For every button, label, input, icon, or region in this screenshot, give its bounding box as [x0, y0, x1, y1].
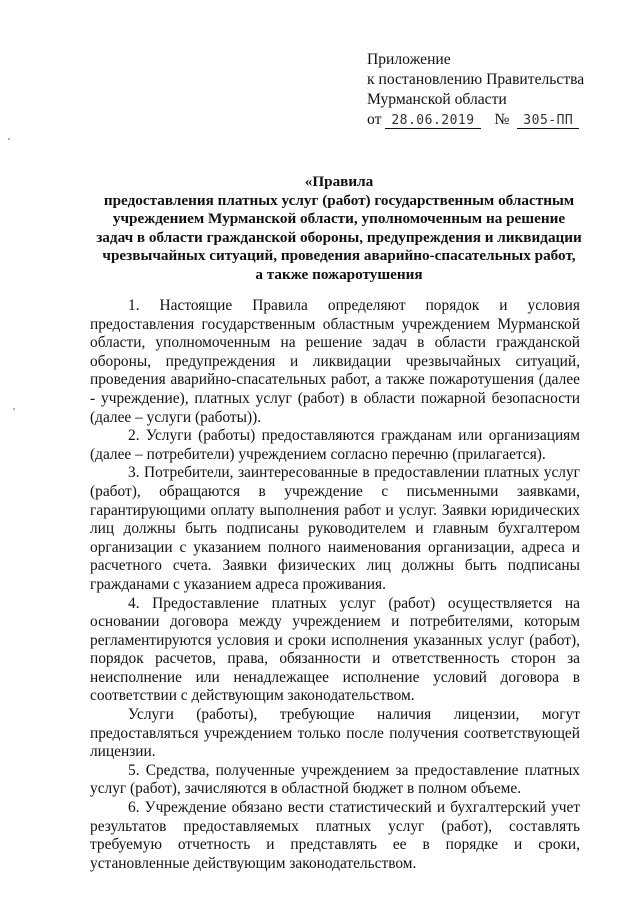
appendix-line-3: Мурманской области — [367, 91, 507, 108]
title-line-1: «Правила — [304, 173, 374, 190]
paragraph-3: 3. Потребители, заинтересованные в предоставлении платных услуг (работ), обращаются в учреждение с письменными заявками, гарантирующими оплату выполнения работ и услуг. Заявки юридических лиц должны быть подписаны руководителем и главным бухгалтером организации с указанием полного наименования организации, адреса и расчетного счета. Заявки физических лиц должны быть подписаны гражданами с указанием адреса проживания. — [90, 464, 580, 593]
title-line-2: предоставления платных услуг (работ) государственным областным — [103, 191, 575, 209]
paragraph-1: 1. Настоящие Правила определяют порядок и условия предоставления государственным областным учреждением Мурманской области, уполномоченным на решение задач в области гражданской обороны, предупреждения и ликвидации чрезвычайных ситуаций, проведения аварийно-спасательных работ, а также пожаротушения (далее - учреждение), платных услуг (работ) в области пожарной безопасности (далее – услуги (работы)). — [90, 297, 580, 426]
paragraph-4-license: Услуги (работы), требующие наличия лицензии, могут предоставляться учреждением только после получения соответствующей лицензии. — [90, 706, 580, 761]
scan-speck — [8, 138, 10, 140]
from-label: от — [367, 111, 382, 128]
title-line-5: чрезвычайных ситуаций, проведения аварийно-спасательных работ, — [102, 247, 576, 265]
document-title — [84, 173, 594, 285]
paragraph-2: 2. Услуги (работы) предоставляются гражданам или организациям (далее – потребители) учреждением согласно перечню (прилагается). — [90, 427, 580, 463]
resolution-date: 28.06.2019 — [385, 113, 480, 129]
title-line-3: учреждением Мурманской области, уполномоченным на решение — [112, 210, 566, 228]
appendix-line-2: к постановлению Правительства — [367, 71, 585, 88]
document-body — [90, 297, 580, 873]
title-line-6: а также пожаротушения — [255, 265, 423, 283]
title-line-4: задач в области гражданской обороны, предупреждения и ликвидации — [96, 228, 582, 246]
paragraph-6: 6. Учреждение обязано вести статистический и бухгалтерский учет результатов предоставляемых платных услуг (работ), составлять требуемую отчетность и представлять ее в порядке и сроки, установленные действующим законодательством. — [90, 799, 580, 872]
appendix-line-1: Приложение — [367, 51, 451, 68]
number-sign: № — [494, 111, 510, 128]
scan-speck — [13, 408, 15, 410]
paragraph-5: 5. Средства, полученные учреждением за предоставление платных услуг (работ), зачисляются в областной бюджет в полном объеме. — [90, 761, 580, 798]
paragraph-4: 4. Предоставление платных услуг (работ) осуществляется на основании договора между учреждением и потребителями, которым регламентируются условия и сроки исполнения указанных услуг (работ), порядок расчетов, права, обязанности и ответственность сторон за неисполнение или ненадлежащее исполнение условий договора в соответствии с действующим законодательством. — [90, 594, 580, 705]
appendix-header — [367, 50, 627, 131]
appendix-date-line — [367, 110, 627, 131]
resolution-number: 305-ПП — [517, 113, 579, 129]
